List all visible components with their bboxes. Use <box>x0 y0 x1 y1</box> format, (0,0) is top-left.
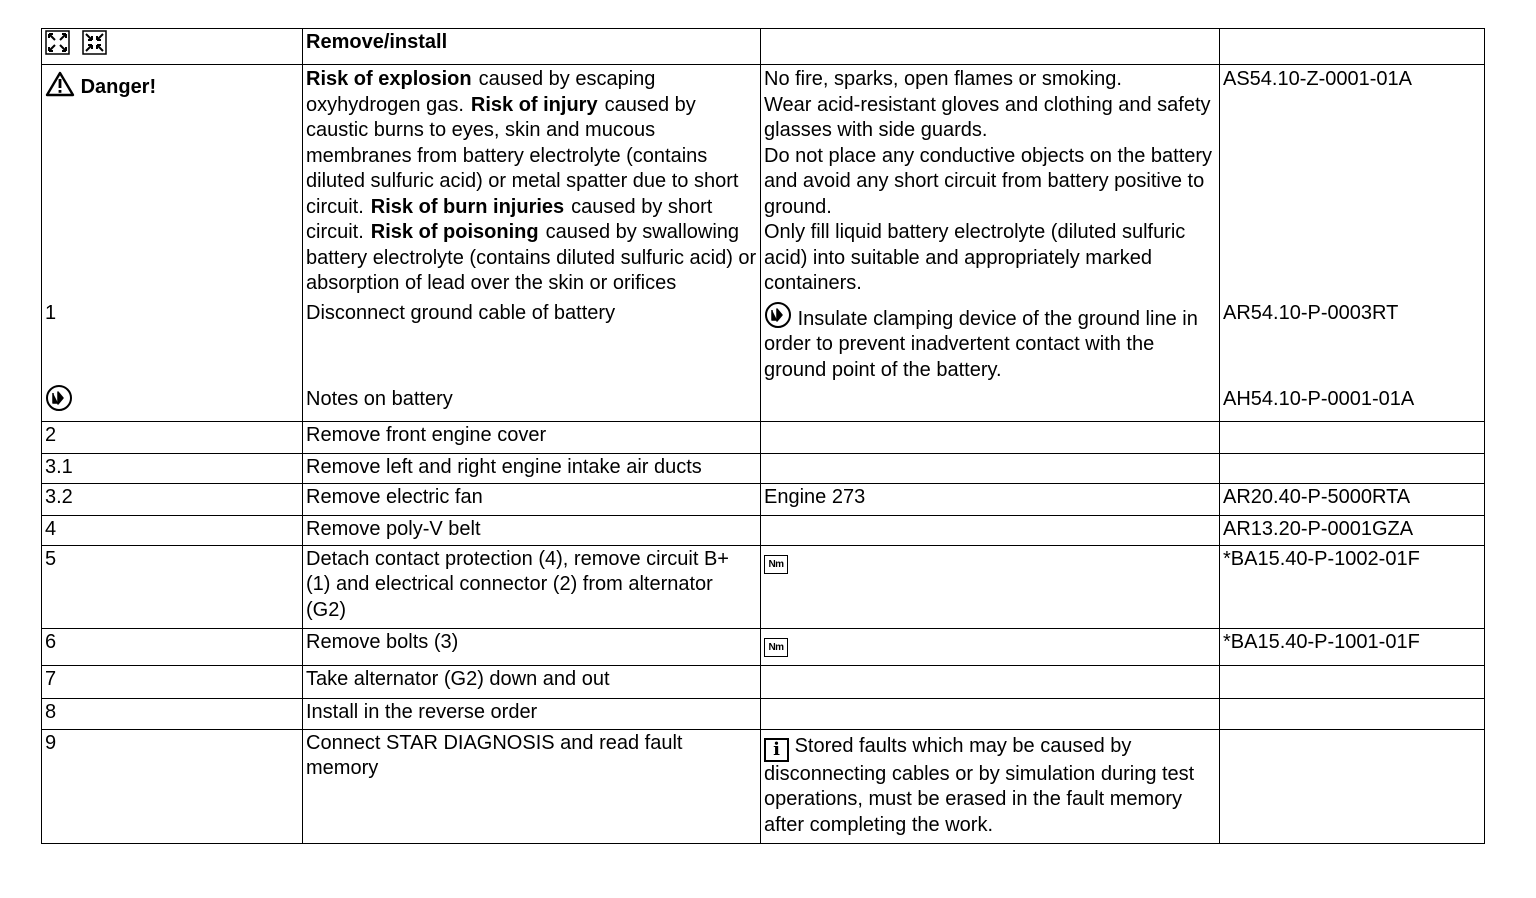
measure-electrolyte: Only fill liquid battery electrolyte (diluted sulfuric acid) into suitable and appropriately marked containers. <box>764 221 1186 294</box>
step-ref[interactable]: AR54.10-P-0003RT <box>1220 297 1485 384</box>
header-empty-3 <box>761 29 1220 65</box>
step-note <box>761 515 1220 545</box>
procedure-table <box>41 28 1485 844</box>
risk-poisoning-text: caused by swallowing battery electrolyte (contains diluted sulfuric acid) or absorption of lead over the skin or orifices <box>306 221 757 294</box>
table-row-step-6 <box>42 628 1485 665</box>
table-row-step-9 <box>42 729 1485 843</box>
step-ref[interactable]: *BA15.40-P-1001-01F <box>1220 628 1485 665</box>
step-note <box>761 628 1220 665</box>
step-number: 3.2 <box>42 483 303 515</box>
step-ref[interactable]: AR13.20-P-0001GZA <box>1220 515 1485 545</box>
step-note-text: Insulate clamping device of the ground line in order to prevent inadvertent contact with the ground point of the battery. <box>764 307 1198 381</box>
step-number: 2 <box>42 421 303 453</box>
step-ref[interactable]: *BA15.40-P-1002-01F <box>1220 545 1485 628</box>
step-number: 5 <box>42 545 303 628</box>
risk-injury-text: caused by caustic burns to eyes, skin and mucous membranes from battery electrolyte (contains diluted sulfuric acid) or metal spatter due to short circuit. <box>306 93 739 218</box>
step-note <box>761 729 1220 843</box>
table-row-step-3-1 <box>42 453 1485 483</box>
notes-note <box>761 383 1220 421</box>
table-row-step-5 <box>42 545 1485 628</box>
step-number: 6 <box>42 628 303 665</box>
remove-icon <box>45 30 70 55</box>
danger-ref[interactable]: AS54.10-Z-0001-01A <box>1220 65 1485 297</box>
notes-ref[interactable]: AH54.10-P-0001-01A <box>1220 383 1485 421</box>
table-row-step-1 <box>42 297 1485 384</box>
step-number: 9 <box>42 729 303 843</box>
danger-label: Danger! <box>80 76 157 98</box>
info-icon[interactable]: i <box>764 738 789 762</box>
risk-poisoning-title: Risk of poisoning <box>370 221 539 243</box>
step-number: 3.1 <box>42 453 303 483</box>
notes-icon-cell <box>42 383 303 421</box>
step-ref <box>1220 729 1485 843</box>
notes-action: Notes on battery <box>303 383 761 421</box>
step-ref <box>1220 698 1485 729</box>
step-ref[interactable]: AR20.40-P-5000RTA <box>1220 483 1485 515</box>
table-row-step-2 <box>42 421 1485 453</box>
measure-conductive: Do not place any conductive objects on the battery and avoid any short circuit from battery positive to ground. <box>764 144 1213 218</box>
step-action: Connect STAR DIAGNOSIS and read fault memory <box>303 729 761 843</box>
measure-no-fire: No fire, sparks, open flames or smoking. <box>764 68 1122 90</box>
header-title: Remove/install <box>303 29 761 65</box>
step-action: Remove left and right engine intake air ducts <box>303 453 761 483</box>
step-note <box>761 453 1220 483</box>
danger-measures <box>761 65 1220 297</box>
step-ref <box>1220 421 1485 453</box>
step-action: Remove poly-V belt <box>303 515 761 545</box>
table-row-step-8 <box>42 698 1485 729</box>
danger-risk-text <box>303 65 761 297</box>
step-number: 1 <box>42 297 303 384</box>
danger-row <box>42 65 1485 297</box>
step-action: Detach contact protection (4), remove circuit B+ (1) and electrical connector (2) from alternator (G2) <box>303 545 761 628</box>
header-empty-4 <box>1220 29 1485 65</box>
step-number: 8 <box>42 698 303 729</box>
risk-burn-text: caused by short circuit. <box>306 195 713 243</box>
header-icons-cell <box>42 29 303 65</box>
table-row-step-3-2 <box>42 483 1485 515</box>
risk-explosion-text: caused by escaping oxyhydrogen gas. <box>306 68 656 116</box>
step-action: Remove front engine cover <box>303 421 761 453</box>
step-note: Engine 273 <box>761 483 1220 515</box>
step-note <box>761 665 1220 698</box>
danger-label-cell <box>42 65 303 297</box>
step-note <box>761 297 1220 384</box>
risk-injury-title: Risk of injury <box>470 93 598 116</box>
step-note-text: Stored faults which may be caused by disconnecting cables or by simulation during test operations, must be erased in the fault memory after completing the work. <box>764 734 1195 836</box>
step-action: Take alternator (G2) down and out <box>303 665 761 698</box>
step-ref <box>1220 665 1485 698</box>
hand-note-icon[interactable] <box>45 384 73 412</box>
step-ref <box>1220 453 1485 483</box>
table-row-step-4 <box>42 515 1485 545</box>
step-number: 7 <box>42 665 303 698</box>
step-action: Disconnect ground cable of battery <box>303 297 761 384</box>
install-icon <box>82 30 107 55</box>
step-note <box>761 421 1220 453</box>
step-note <box>761 698 1220 729</box>
warning-triangle-icon <box>45 71 75 97</box>
hand-note-icon <box>764 301 792 329</box>
risk-burn-title: Risk of burn injuries <box>370 195 565 218</box>
nm-torque-icon[interactable]: Nm <box>764 638 788 657</box>
measure-gloves: Wear acid-resistant gloves and clothing and safety glasses with side guards. <box>764 93 1211 141</box>
step-action: Remove bolts (3) <box>303 628 761 665</box>
step-number: 4 <box>42 515 303 545</box>
step-note <box>761 545 1220 628</box>
risk-explosion-title: Risk of explosion <box>306 68 472 90</box>
header-row <box>42 29 1485 65</box>
table-row-notes-battery <box>42 383 1485 421</box>
step-action: Install in the reverse order <box>303 698 761 729</box>
table-row-step-7 <box>42 665 1485 698</box>
nm-torque-icon[interactable]: Nm <box>764 555 788 574</box>
step-action: Remove electric fan <box>303 483 761 515</box>
